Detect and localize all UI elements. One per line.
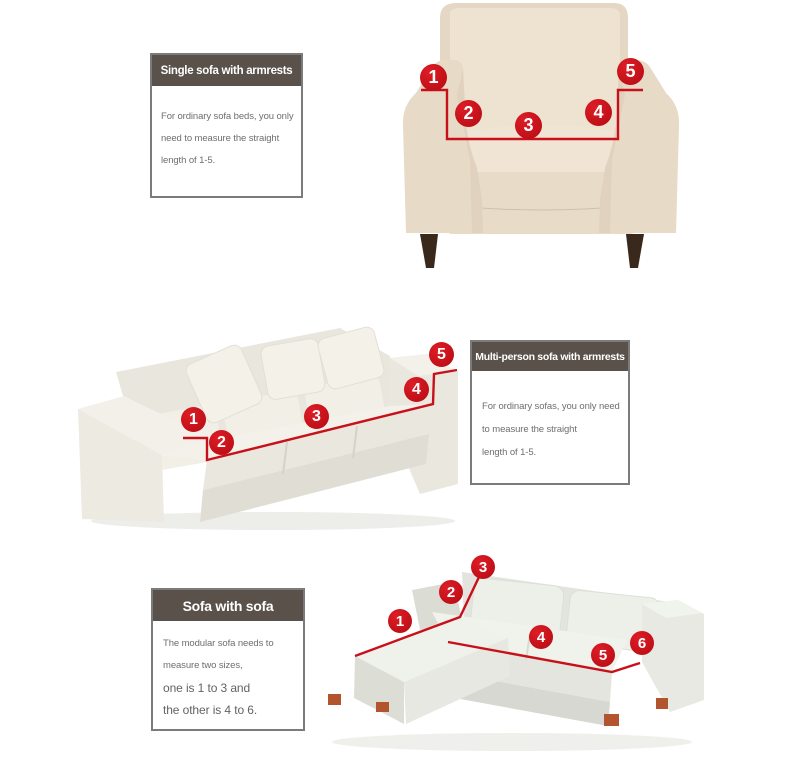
info-line: For ordinary sofa beds, you only [161,111,294,122]
multi-sofa-illustration [58,312,468,534]
measure-point-1: 1 [420,64,447,91]
measure-point-6: 6 [630,631,654,655]
info-line: The modular sofa needs to [163,638,274,649]
modular-sofa-info-body [153,621,303,721]
info-line: length of 1-5. [161,155,216,166]
single-sofa-info-box [150,53,303,198]
modular-sofa-illustration [312,542,708,770]
measure-point-3: 3 [471,555,495,579]
measure-point-2: 2 [455,100,482,127]
measure-point-1: 1 [181,407,206,432]
measure-point-2: 2 [439,580,463,604]
measure-point-5: 5 [591,643,615,667]
measure-point-5: 5 [617,58,644,85]
info-line: need to measure the straight [161,133,280,144]
measure-point-2: 2 [209,430,234,455]
multi-sofa-info-title: Multi-person sofa with armrests [472,342,628,371]
info-line: the other is 4 to 6. [163,703,258,717]
info-line: one is 1 to 3 and [163,681,251,695]
info-line: For ordinary sofas, you only need [482,401,620,412]
modular-sofa-right-armrest [642,600,704,712]
measure-point-4: 4 [585,99,612,126]
single-armchair-illustration [402,0,680,270]
armchair-legs [420,234,644,268]
single-sofa-info-body [152,86,301,172]
info-line: measure two sizes, [163,660,243,671]
single-sofa-info-title: Single sofa with armrests [152,55,301,86]
multi-sofa-info-box [470,340,630,485]
measure-point-4: 4 [529,625,553,649]
modular-sofa-info-title: Sofa with sofa [153,590,303,621]
measure-point-1: 1 [388,609,412,633]
info-line: length of 1-5. [482,447,537,458]
measure-point-5: 5 [429,342,454,367]
sofa-shadow [332,733,692,751]
measure-point-4: 4 [404,377,429,402]
multi-sofa-info-body [472,371,628,464]
modular-sofa-info-box [151,588,305,731]
info-line: to measure the straight [482,424,577,435]
measure-point-3: 3 [515,112,542,139]
measure-point-3: 3 [304,404,329,429]
